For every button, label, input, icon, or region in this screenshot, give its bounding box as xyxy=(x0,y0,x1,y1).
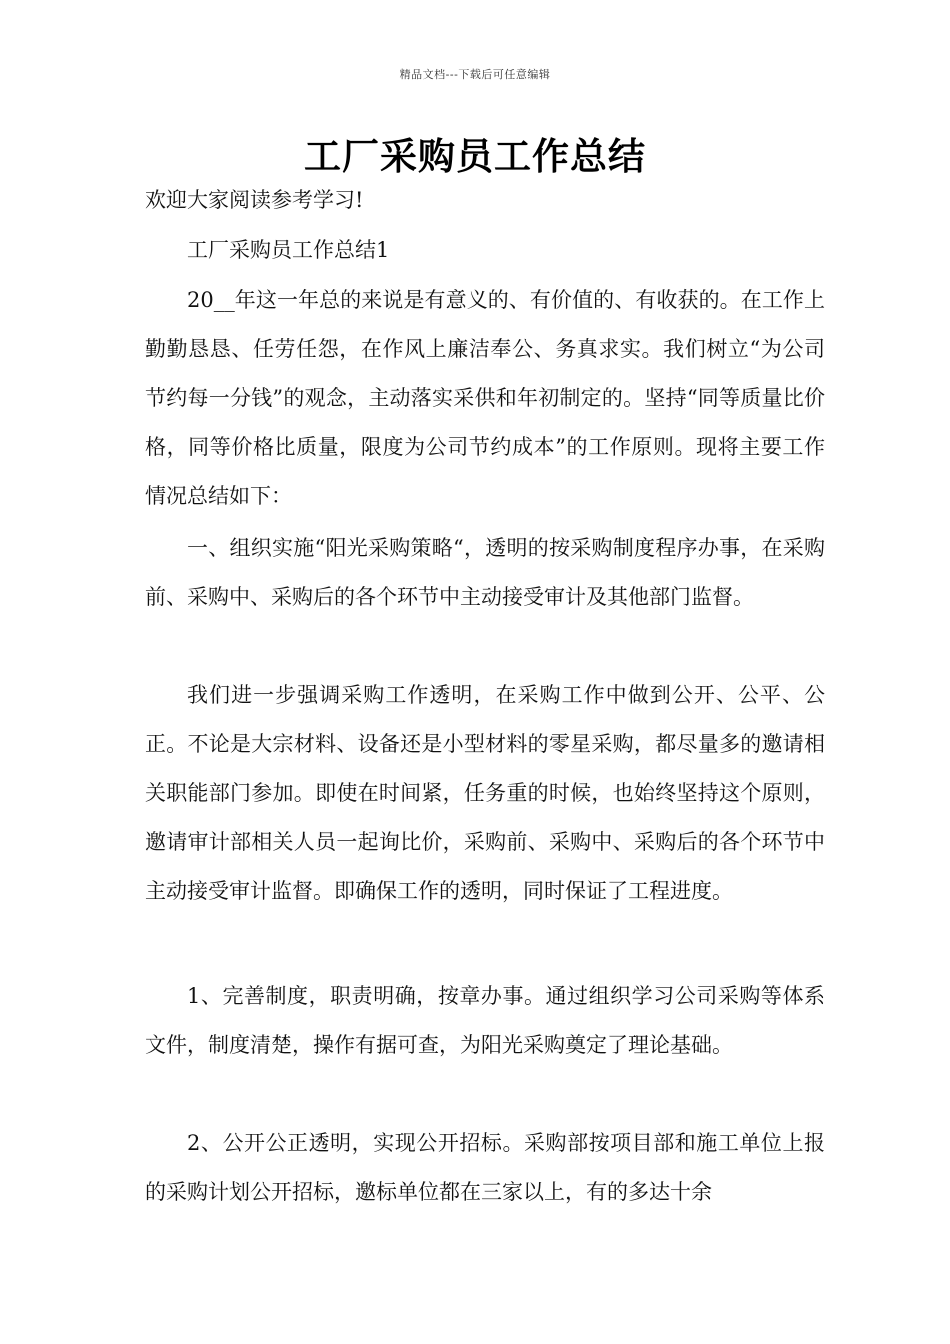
paragraph-overview: 20__年这一年总的来说是有意义的、有价值的、有收获的。在工作上勤勤恳恳、任劳任怨，在作风上廉洁奉公、务真求实。我们树立“为公司节约每一分钱”的观念，主动落实采供和年初制定的。坚持“同等质量比价格，同等价格比质量，限度为公司节约成本”的工作原则。现将主要工作情况总结如下： xyxy=(145,288,825,508)
section-heading: 工厂采购员工作总结1 xyxy=(187,238,390,262)
paragraph-transparency: 我们进一步强调采购工作透明，在采购工作中做到公开、公平、公正。不论是大宗材料、设备还是小型材料的零星采购，都尽量多的邀请相关职能部门参加。即使在时间紧，任务重的时候，也始终坚持这个原则，邀请审计部相关人员一起询比价，采购前、采购中、采购后的各个环节中主动接受审计监督。即确保工作的透明，同时保证了工程进度。 xyxy=(145,683,825,903)
intro-line: 欢迎大家阅读参考学习! xyxy=(145,188,364,212)
paragraph-item-1: 1、完善制度，职责明确，按章办事。通过组织学习公司采购等体系文件，制度清楚，操作有据可查，为阳光采购奠定了理论基础。 xyxy=(145,984,825,1057)
header-watermark: 精品文档---下载后可任意编辑 xyxy=(399,68,551,81)
document-title: 工厂采购员工作总结 xyxy=(304,135,646,178)
paragraph-item-2: 2、公开公正透明，实现公开招标。采购部按项目部和施工单位上报的采购计划公开招标，邀标单位都在三家以上，有的多达十余 xyxy=(145,1131,825,1204)
paragraph-section-one: 一、组织实施“阳光采购策略“，透明的按采购制度程序办事，在采购前、采购中、采购后的各个环节中主动接受审计及其他部门监督。 xyxy=(145,536,825,609)
